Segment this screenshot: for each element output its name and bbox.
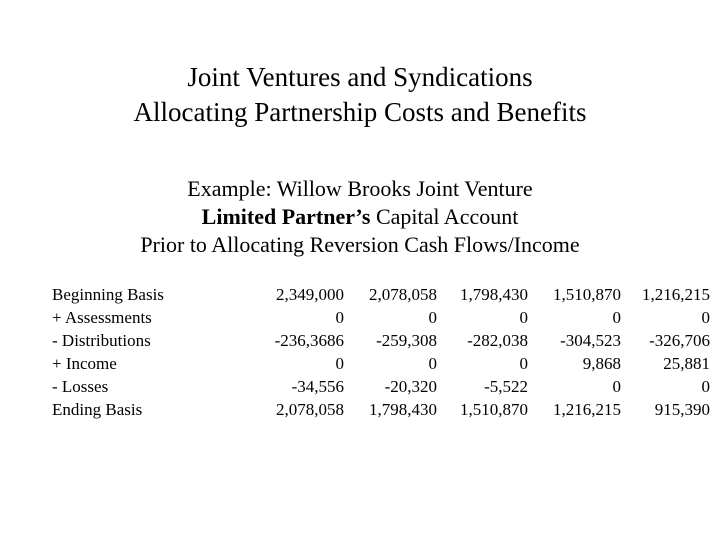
table-cell: -282,038 bbox=[467, 331, 528, 350]
table-cell: 0 bbox=[335, 354, 344, 373]
table-cell: -304,523 bbox=[560, 331, 621, 350]
row-label: + Assessments bbox=[52, 308, 152, 327]
table-cell: 0 bbox=[701, 308, 710, 327]
table-row bbox=[52, 329, 710, 352]
account-heading-rest: Capital Account bbox=[370, 204, 519, 229]
table-cell: 0 bbox=[335, 308, 344, 327]
table-cell: 0 bbox=[428, 308, 437, 327]
table-cell: 0 bbox=[612, 308, 621, 327]
table-row bbox=[52, 283, 710, 306]
table-cell: -5,522 bbox=[484, 377, 528, 396]
table-cell: -326,706 bbox=[649, 331, 710, 350]
capital-account-table bbox=[52, 283, 710, 421]
table-row bbox=[52, 398, 710, 421]
table-row bbox=[52, 352, 710, 375]
table-cell: 915,390 bbox=[654, 400, 710, 419]
table-row bbox=[52, 375, 710, 398]
table-cell: 1,216,215 bbox=[642, 285, 710, 304]
table-cell: 2,078,058 bbox=[369, 285, 437, 304]
table-cell: 2,349,000 bbox=[276, 285, 344, 304]
table-cell: 0 bbox=[519, 308, 528, 327]
table-cell: 9,868 bbox=[582, 354, 621, 373]
table-cell: 1,510,870 bbox=[553, 285, 621, 304]
table-cell: 0 bbox=[519, 354, 528, 373]
table-cell: 0 bbox=[701, 377, 710, 396]
table-cell: 2,078,058 bbox=[276, 400, 344, 419]
table-row bbox=[52, 306, 710, 329]
row-label: Beginning Basis bbox=[52, 285, 164, 304]
row-label: Ending Basis bbox=[52, 400, 143, 419]
table-cell: -34,556 bbox=[291, 377, 344, 396]
table-cell: 1,216,215 bbox=[553, 400, 621, 419]
row-label: - Distributions bbox=[52, 331, 151, 350]
row-label: + Income bbox=[52, 354, 117, 373]
account-heading bbox=[0, 204, 720, 230]
table-cell: -20,320 bbox=[384, 377, 437, 396]
slide-subtitle: Allocating Partnership Costs and Benefits bbox=[133, 97, 587, 127]
table-cell: 0 bbox=[612, 377, 621, 396]
table-cell: 25,881 bbox=[663, 354, 710, 373]
table-cell: 1,798,430 bbox=[460, 285, 528, 304]
example-heading: Example: Willow Brooks Joint Venture bbox=[187, 176, 533, 201]
table-cell: 0 bbox=[428, 354, 437, 373]
table-cell: -236,3686 bbox=[274, 331, 344, 350]
row-label: - Losses bbox=[52, 377, 109, 396]
account-heading-bold: Limited Partner’s bbox=[201, 204, 371, 229]
allocation-heading: Prior to Allocating Reversion Cash Flows/Income bbox=[140, 232, 580, 257]
slide-title: Joint Ventures and Syndications bbox=[187, 62, 533, 92]
table-cell: -259,308 bbox=[376, 331, 437, 350]
table-cell: 1,510,870 bbox=[460, 400, 528, 419]
table-cell: 1,798,430 bbox=[369, 400, 437, 419]
